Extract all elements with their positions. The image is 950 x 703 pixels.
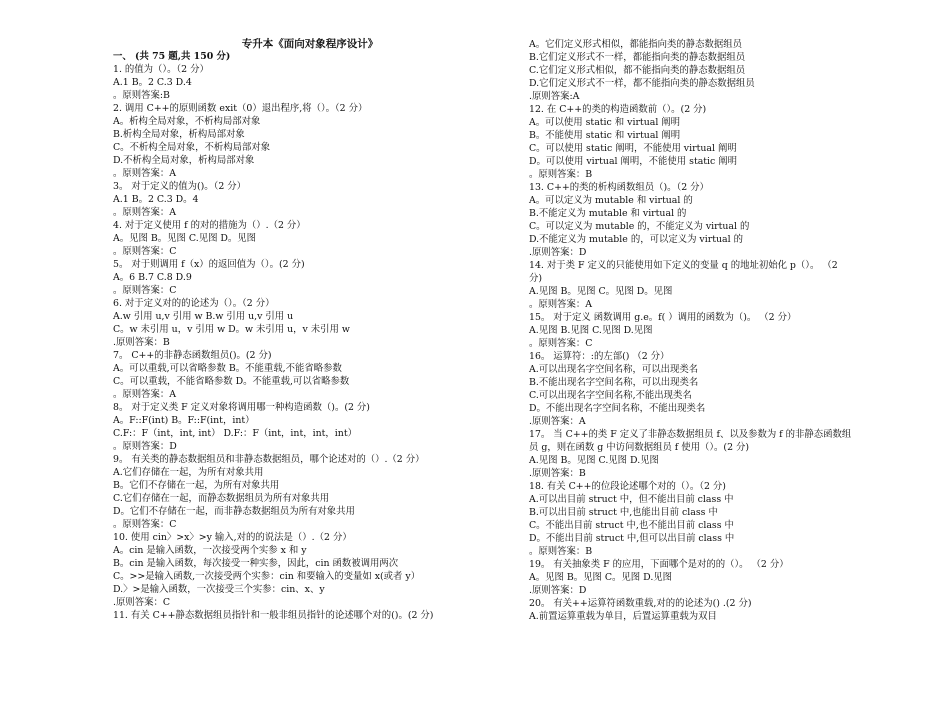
text-line: A。见图 B。见图 C.见图 D。见图 xyxy=(113,233,257,244)
text-line: A.可以出现名字空间名称，可以出现类名 xyxy=(529,364,699,375)
text-line: D.不能定义为 mutable 的，可以定义为 virtual 的 xyxy=(529,234,743,245)
text-line: 。原则答案：C xyxy=(529,338,593,349)
text-line: A。可以定义为 mutable 和 virtual 的 xyxy=(529,195,693,206)
text-line: A.可以出目前 struct 中，但不能出目前 class 中 xyxy=(529,494,734,505)
left-column xyxy=(113,50,493,622)
text-line: C。可以重载，不能省略参数 D。不能重载,可以省略参数 xyxy=(113,376,350,387)
text-line: 。原则答案：C xyxy=(113,519,177,530)
text-line: .原则答案：D xyxy=(529,585,587,596)
text-line: 一、 (共 75 题,共 150 分) xyxy=(113,51,231,62)
text-line: .原则答案：B xyxy=(529,468,586,479)
text-line: 15。 对于定义 函数调用 g.e。f( ）调用的函数为（)。 （2 分） xyxy=(529,312,797,323)
text-line: C。不析构全局对象，不析构局部对象 xyxy=(113,142,271,153)
text-line: A.w 引用 u,v 引用 w B.w 引用 u,v 引用 u xyxy=(113,311,294,322)
text-line: B.它们定义形式不一样，都能指向类的静态数据组员 xyxy=(529,52,746,63)
text-line: B.不能出现名字空间名称，可以出现类名 xyxy=(529,377,699,388)
text-line: D.不析构全局对象，析构局部对象 xyxy=(113,155,255,166)
text-line: 17。 当 C++的类 F 定义了非静态数据组员 f、以及参数为 f 的非静态函数组 xyxy=(529,429,852,440)
text-line: B.不能定义为 mutable 和 virtual 的 xyxy=(529,208,687,219)
text-line: B。cin 是输入函数，每次接受一种实参，因此，cin 函数被调用两次 xyxy=(113,558,399,569)
text-line: A。可以使用 static 和 virtual 阐明 xyxy=(529,117,681,128)
text-line: A.1 B。2 C.3 D.4 xyxy=(113,77,192,88)
text-line: 。原则答案：B xyxy=(529,546,593,557)
text-line: 2. 调用 C++的原则函数 exit（0）退出程序,将（）。（2 分） xyxy=(113,103,368,114)
text-line: 。原则答案:B xyxy=(113,90,170,101)
text-line: 。原则答案：C xyxy=(113,285,177,296)
text-line: D。它们不存储在一起，而非静态数据组员为所有对象共用 xyxy=(113,506,355,517)
text-line: C.可以出现名字空间名称,不能出现类名 xyxy=(529,390,692,401)
text-line: .原则答案：B xyxy=(113,337,170,348)
text-line: 1. 的值为（）。（2 分） xyxy=(113,64,209,75)
text-line: C。可以使用 static 阐明，不能使用 virtual 阐明 xyxy=(529,143,737,154)
text-line: A.前置运算重载为单目，后置运算重载为双目 xyxy=(529,611,717,622)
text-line: A。析构全局对象，不析构局部对象 xyxy=(113,116,261,127)
text-line: .原则答案：A xyxy=(529,416,586,427)
text-line: 。原则答案：A xyxy=(113,207,177,218)
text-line: C。不能出目前 struct 中,也不能出目前 class 中 xyxy=(529,520,734,531)
text-line: A.它们存储在一起，为所有对象共用 xyxy=(113,467,264,478)
document-title: 专升本《面向对象程序设计》 xyxy=(241,38,379,50)
text-line: 。原则答案：B xyxy=(529,169,593,180)
text-line: D.它们定义形式不一样，都不能指向类的静态数据组员 xyxy=(529,78,755,89)
text-line: C.它们存储在一起，而静态数据组员为所有对象共用 xyxy=(113,493,330,504)
text-line: 16。 运算符：:的左部() （2 分） xyxy=(529,351,670,362)
text-line: D。不能出现名字空间名称，不能出现类名 xyxy=(529,403,706,414)
text-line: C。>>是输入函数,一次接受两个实参：cin 和要输入的变量如 x(或者 y） xyxy=(113,571,421,582)
text-line: 。原则答案：A xyxy=(529,299,593,310)
text-line: B。它们不存储在一起，为所有对象共用 xyxy=(113,480,280,491)
right-column xyxy=(529,38,889,623)
text-line: 7。 C++的非静态函数组员()。(2 分) xyxy=(113,350,272,361)
text-line: .原则答案：D xyxy=(529,247,587,258)
text-line: 。原则答案：A xyxy=(113,389,177,400)
text-line: A.见图 B。见图 C.见图 D.见图 xyxy=(529,455,659,466)
text-line: A。cin 是输入函数，一次接受两个实参 x 和 y xyxy=(113,545,307,556)
text-line: 10. 使用 cin〉>x〉>y 输入,对的的说法是（）.（2 分） xyxy=(113,532,352,543)
text-line: B.析构全局对象，析构局部对象 xyxy=(113,129,245,140)
text-line: 。原则答案：C xyxy=(113,246,177,257)
text-line: 。原则答案：A xyxy=(113,168,177,179)
text-line: 12. 在 C++的类的构造函数前（）。(2 分) xyxy=(529,104,707,115)
text-line: B。不能使用 static 和 virtual 阐明 xyxy=(529,130,681,141)
text-line: A。可以重载,可以省略参数 B。不能重载,不能省略参数 xyxy=(113,363,342,374)
text-line: 员 g，则在函数 g 中访问数据组员 f 使用（）。(2 分) xyxy=(529,442,750,453)
text-line: 5。 对于则调用 f（x）的返回值为（）。(2 分) xyxy=(113,259,305,270)
text-line: A.1 B。2 C.3 D。4 xyxy=(113,194,199,205)
text-line: 9。 有关类的静态数据组员和非静态数据组员，哪个论述对的（）.（2 分） xyxy=(113,454,425,465)
text-line: 。原则答案：D xyxy=(113,441,177,452)
text-line: 6. 对于定义对的的论述为（）。（2 分） xyxy=(113,298,275,309)
text-line: 4. 对于定义使用 f 的对的措施为（）.（2 分） xyxy=(113,220,306,231)
text-line: 14. 对于类 F 定义的只能使用如下定义的变量 q 的地址初始化 p（）。 （2 xyxy=(529,260,838,271)
text-line: C.F:：F（int，int, int） D.F:：F（int，int，int，int） xyxy=(113,428,357,439)
text-line: D.〉>是输入函数，一次接受三个实参：cin、x、y xyxy=(113,584,325,595)
text-line: D。可以使用 virtual 阐明，不能使用 static 阐明 xyxy=(529,156,738,167)
text-line: 20。 有关++运算符函数重载,对的的论述为() .(2 分) xyxy=(529,598,752,609)
text-line: .原则答案：C xyxy=(113,597,171,608)
text-line: 13. C++的类的析构函数组员（)。（2 分） xyxy=(529,182,709,193)
text-line: 11. 有关 C++静态数据组员指针和一般非组员指针的论述哪个对的()。(2 分) xyxy=(113,610,434,621)
text-line: 18. 有关 C++的位段论述哪个对的（）。（2 分) xyxy=(529,481,726,492)
text-line: C。可以定义为 mutable 的，不能定义为 virtual 的 xyxy=(529,221,750,232)
text-line: A。见图 B。见图 C。见图 D.见图 xyxy=(529,572,673,583)
text-line: 分) xyxy=(529,273,543,284)
text-line: A.见图 B.见图 C.见图 D.见图 xyxy=(529,325,653,336)
text-line: A。F::F(int) B。F::F(int，int） xyxy=(113,415,255,426)
text-line: 3。 对于定义的值为()。（2 分） xyxy=(113,181,247,192)
text-line: 8。 对于定义类 F 定义对象将调用哪一种构造函数（)。(2 分) xyxy=(113,402,370,413)
text-line: A。6 B.7 C.8 D.9 xyxy=(113,272,192,283)
text-line: 19。 有关抽象类 F 的应用，下面哪个是对的的（）。 （2 分） xyxy=(529,559,789,570)
text-line: A.见图 B。见图 C。见图 D。见图 xyxy=(529,286,673,297)
text-line: C。w 未引用 u，v 引用 w D。w 未引用 u，v 未引用 w xyxy=(113,324,350,335)
text-line: D。不能出目前 struct 中,但可以出目前 class 中 xyxy=(529,533,735,544)
text-line: .原则答案:A xyxy=(529,91,580,102)
text-line: A。它们定义形式相似，都能指向类的静态数据组员 xyxy=(529,39,743,50)
text-line: B.可以出目前 struct 中,也能出目前 class 中 xyxy=(529,507,718,518)
text-line: C.它们定义形式相似，都不能指向类的静态数据组员 xyxy=(529,65,746,76)
